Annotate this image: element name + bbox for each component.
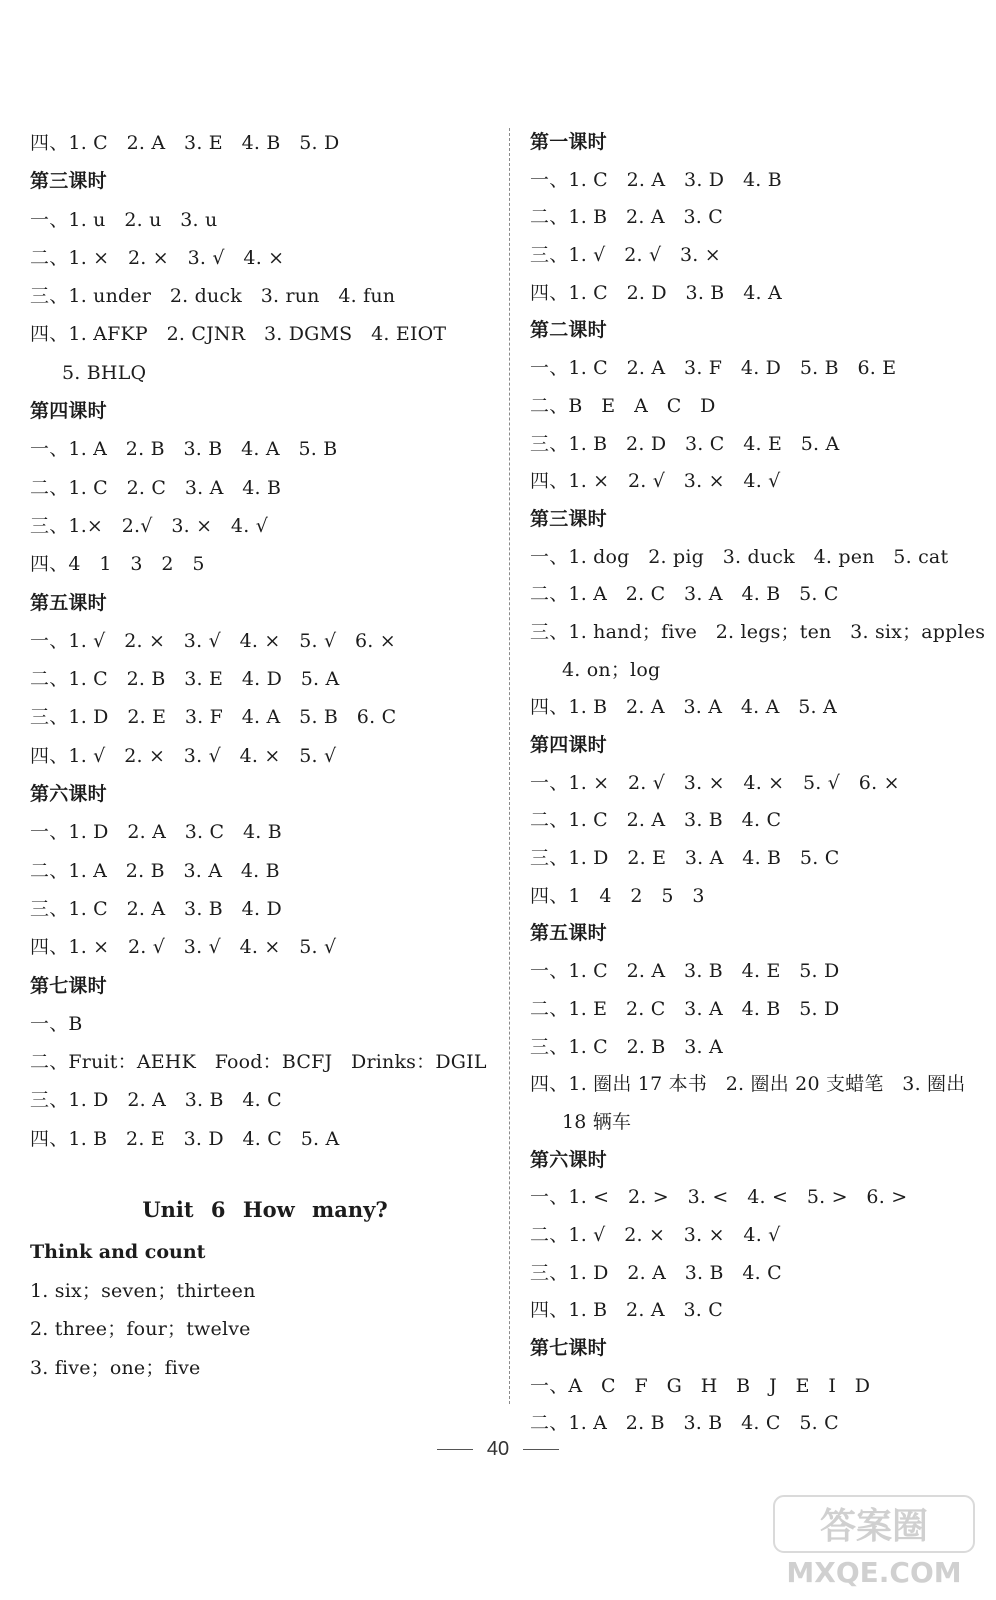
answer-line: 一、1. C 2. A 3. B 4. E 5. D: [530, 960, 840, 983]
answer-line: 二、1. B 2. A 3. C: [530, 206, 723, 229]
answer-line: 四、1. AFKP 2. CJNR 3. DGMS 4. EIOT: [30, 323, 447, 346]
answer-line: 2. three；four；twelve: [30, 1318, 251, 1341]
unit-title: Unit 6 How many?: [142, 1197, 388, 1223]
right-answer-lines: [530, 124, 986, 1443]
lesson-heading: 第六课时: [30, 783, 107, 806]
answer-line: 四、1. B 2. E 3. D 4. C 5. A: [30, 1127, 340, 1150]
answer-line: 一、1. C 2. A 3. F 4. D 5. B 6. E: [530, 357, 897, 380]
lesson-heading: 第三课时: [30, 170, 107, 193]
lesson-heading: 第一课时: [530, 131, 607, 153]
answer-line: 一、B: [30, 1012, 83, 1035]
answer-line: 三、1. under 2. duck 3. run 4. fun: [30, 285, 396, 308]
answer-line: 一、1. D 2. A 3. C 4. B: [30, 821, 282, 844]
answer-line: 一、1. √ 2. × 3. √ 4. × 5. √ 6. ×: [30, 629, 396, 652]
answer-line: 二、1. A 2. C 3. A 4. B 5. C: [530, 583, 839, 606]
lesson-heading: 第三课时: [530, 507, 607, 530]
answer-line: 三、1. D 2. E 3. F 4. A 5. B 6. C: [30, 706, 397, 729]
page-number: 40: [486, 1438, 510, 1460]
answer-line: 3. five；one；five: [30, 1356, 201, 1379]
answer-line: 一、1. u 2. u 3. u: [30, 208, 218, 231]
answer-line: 三、1. hand；five 2. legs；ten 3. six；apples: [530, 620, 986, 643]
page-footer: [0, 1438, 996, 1461]
lesson-heading: 第五课时: [30, 591, 107, 614]
answer-line: 一、1. A 2. B 3. B 4. A 5. B: [30, 438, 338, 461]
lesson-heading: 第四课时: [530, 734, 607, 756]
answer-line: 四、1. C 2. D 3. B 4. A: [530, 281, 782, 304]
lesson-heading: 第四课时: [30, 400, 107, 423]
answer-line: 四、1. √ 2. × 3. √ 4. × 5. √: [30, 744, 337, 767]
answer-line: 一、1. C 2. A 3. D 4. B: [530, 168, 782, 191]
answer-line: 二、Fruit：AEHK Food：BCFJ Drinks：DGIL: [30, 1051, 487, 1074]
answer-line: 二、1. E 2. C 3. A 4. B 5. D: [530, 997, 840, 1020]
spacer: [30, 1158, 500, 1188]
column-divider: [509, 128, 510, 1404]
left-answer-lines: [30, 124, 500, 1158]
lesson-heading: 第七课时: [530, 1337, 607, 1359]
answer-line: 四、1. C 2. A 3. E 4. B 5. D: [30, 132, 340, 154]
answer-line: 二、1. × 2. × 3. √ 4. ×: [30, 246, 285, 269]
footer-dash-right: [523, 1449, 559, 1450]
answer-line: 三、1. √ 2. √ 3. ×: [530, 244, 721, 267]
section-title: Think and count: [30, 1241, 206, 1264]
left-count-lines: [30, 1272, 500, 1387]
answer-line: 三、1. B 2. D 3. C 4. E 5. A: [530, 432, 840, 455]
watermark-text-top: 答案圈: [819, 1506, 929, 1547]
answer-line: 三、1. D 2. A 3. B 4. C: [30, 1089, 282, 1112]
answer-line: 1. six；seven；thirteen: [30, 1280, 256, 1303]
answer-line: 四、1 4 2 5 3: [530, 884, 705, 907]
answer-line: 三、1. D 2. A 3. B 4. C: [530, 1261, 782, 1284]
answer-line: 三、1. D 2. E 3. A 4. B 5. C: [530, 847, 840, 870]
watermark-logo: [770, 1490, 980, 1590]
lesson-heading: 第二课时: [530, 319, 607, 342]
answer-line: 二、1. C 2. B 3. E 4. D 5. A: [30, 668, 340, 691]
answer-line: 二、1. √ 2. × 3. × 4. √: [530, 1223, 781, 1246]
answer-line: 四、1. B 2. A 3. A 4. A 5. A: [530, 696, 837, 719]
answer-line: 三、1.× 2.√ 3. × 4. √: [30, 514, 269, 537]
answer-line: 四、4 1 3 2 5: [30, 553, 205, 576]
answer-line: 一、1. < 2. > 3. < 4. < 5. > 6. >: [530, 1186, 908, 1209]
lesson-heading: 第六课时: [530, 1148, 607, 1171]
answer-line: 三、1. C 2. A 3. B 4. D: [30, 897, 282, 920]
left-column: [30, 124, 500, 1387]
lesson-heading: 第七课时: [30, 974, 107, 997]
answer-line: 四、1. × 2. √ 3. × 4. √: [530, 470, 781, 493]
answer-line: 一、1. dog 2. pig 3. duck 4. pen 5. cat: [530, 545, 949, 568]
answer-line: 三、1. C 2. B 3. A: [530, 1035, 723, 1058]
answer-line: 二、1. C 2. C 3. A 4. B: [30, 476, 282, 499]
answer-line: 4. on；log: [562, 658, 661, 681]
right-column: [530, 124, 986, 1443]
answer-line: 二、B E A C D: [530, 394, 716, 417]
answer-line: 四、1. 圈出 17 本书 2. 圈出 20 支蜡笔 3. 圈出: [530, 1073, 966, 1096]
watermark-text-bottom: MXQE.COM: [786, 1556, 962, 1589]
answer-line: 二、1. A 2. B 3. B 4. C 5. C: [530, 1412, 839, 1435]
answer-line: 二、1. C 2. A 3. B 4. C: [530, 809, 782, 832]
answer-line: 18 辆车: [562, 1110, 632, 1133]
answer-line: 一、A C F G H B J E I D: [530, 1374, 871, 1397]
answer-line: 5. BHLQ: [62, 361, 147, 384]
lesson-heading: 第五课时: [530, 922, 607, 945]
answer-line: 四、1. B 2. A 3. C: [530, 1299, 723, 1322]
footer-dash-left: [437, 1449, 473, 1450]
answer-line: 四、1. × 2. √ 3. √ 4. × 5. √: [30, 936, 337, 959]
answer-line: 一、1. × 2. √ 3. × 4. × 5. √ 6. ×: [530, 771, 900, 794]
answer-line: 二、1. A 2. B 3. A 4. B: [30, 859, 280, 882]
